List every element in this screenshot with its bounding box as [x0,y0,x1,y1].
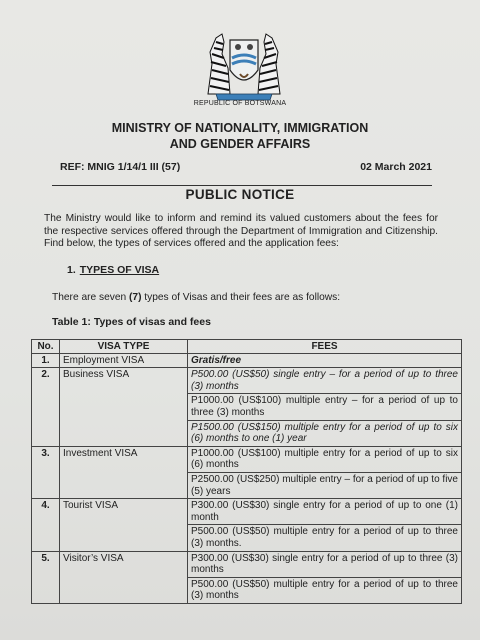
section-heading [67,264,159,276]
row-number: 3. [32,446,60,498]
intro-paragraph: The Ministry would like to inform and remind its valued customers about the fees for the respective services offered through the Department of Immigration and Citizenship. Find below, the types of services offered and the application fees: [44,213,438,250]
fee-entry: P1500.00 (US$150) multiple entry for a period of up to six (6) months to one (1) year [188,420,462,446]
table-row [32,368,462,394]
row-number: 2. [32,368,60,447]
fee-entry: P500.00 (US$50) single entry – for a period of up to three (3) months [188,368,462,394]
divider [52,185,432,186]
section-number: 1. [67,264,76,276]
visa-type: Business VISA [60,368,188,447]
fee-entry: P1000.00 (US$100) multiple entry for a period of up to six (6) months [188,446,462,472]
fee-entry: P2500.00 (US$250) multiple entry – for a period of up to five (5) years [188,472,462,498]
visa-type: Employment VISA [60,353,188,368]
fee-entry: P500.00 (US$50) multiple entry for a period of up to three (3) months [188,577,462,603]
table-row [32,353,462,368]
visa-count: (7) [129,292,142,303]
fee-entry: P300.00 (US$30) single entry for a period of up to three (3) months [188,551,462,577]
reference-row [60,161,432,173]
visa-type: Visitor’s VISA [60,551,188,603]
row-number: 1. [32,353,60,368]
fee-entry: P1000.00 (US$100) multiple entry – for a period of up to three (3) months [188,394,462,420]
lead-text-before: There are seven [52,292,130,303]
ministry-title [0,120,480,152]
coat-of-arms-icon [202,24,286,102]
reference-number: REF: MNIG 1/14/1 III (57) [60,161,181,173]
ministry-title-line-2: AND GENDER AFFAIRS [169,137,311,151]
table-header-row [32,340,462,354]
header-no: No. [32,340,60,354]
notice-title: PUBLIC NOTICE [185,187,295,202]
table-row [32,499,462,525]
visa-type: Investment VISA [60,446,188,498]
section-title: TYPES OF VISA [79,264,160,276]
table-row [32,446,462,472]
table-title: Table 1: Types of visas and fees [52,316,211,328]
header-fees: FEES [188,340,462,354]
visa-type: Tourist VISA [60,499,188,551]
lead-text-after: types of Visas and their fees are as follows: [141,292,341,303]
fee-entry: P300.00 (US$30) single entry for a period of up to one (1) month [188,499,462,525]
header-visa-type: VISA TYPE [60,340,188,354]
fee-entry: Gratis/free [188,353,462,368]
notice-date: 02 March 2021 [360,161,432,173]
visa-fees-table [31,339,462,604]
fee-entry: P500.00 (US$50) multiple entry for a period of up to three (3) months. [188,525,462,551]
row-number: 4. [32,499,60,551]
ministry-title-line-1: MINISTRY OF NATIONALITY, IMMIGRATION [111,121,369,135]
row-number: 5. [32,551,60,603]
table-row [32,551,462,577]
republic-label: REPUBLIC OF BOTSWANA [193,100,287,107]
lead-sentence [52,292,340,303]
